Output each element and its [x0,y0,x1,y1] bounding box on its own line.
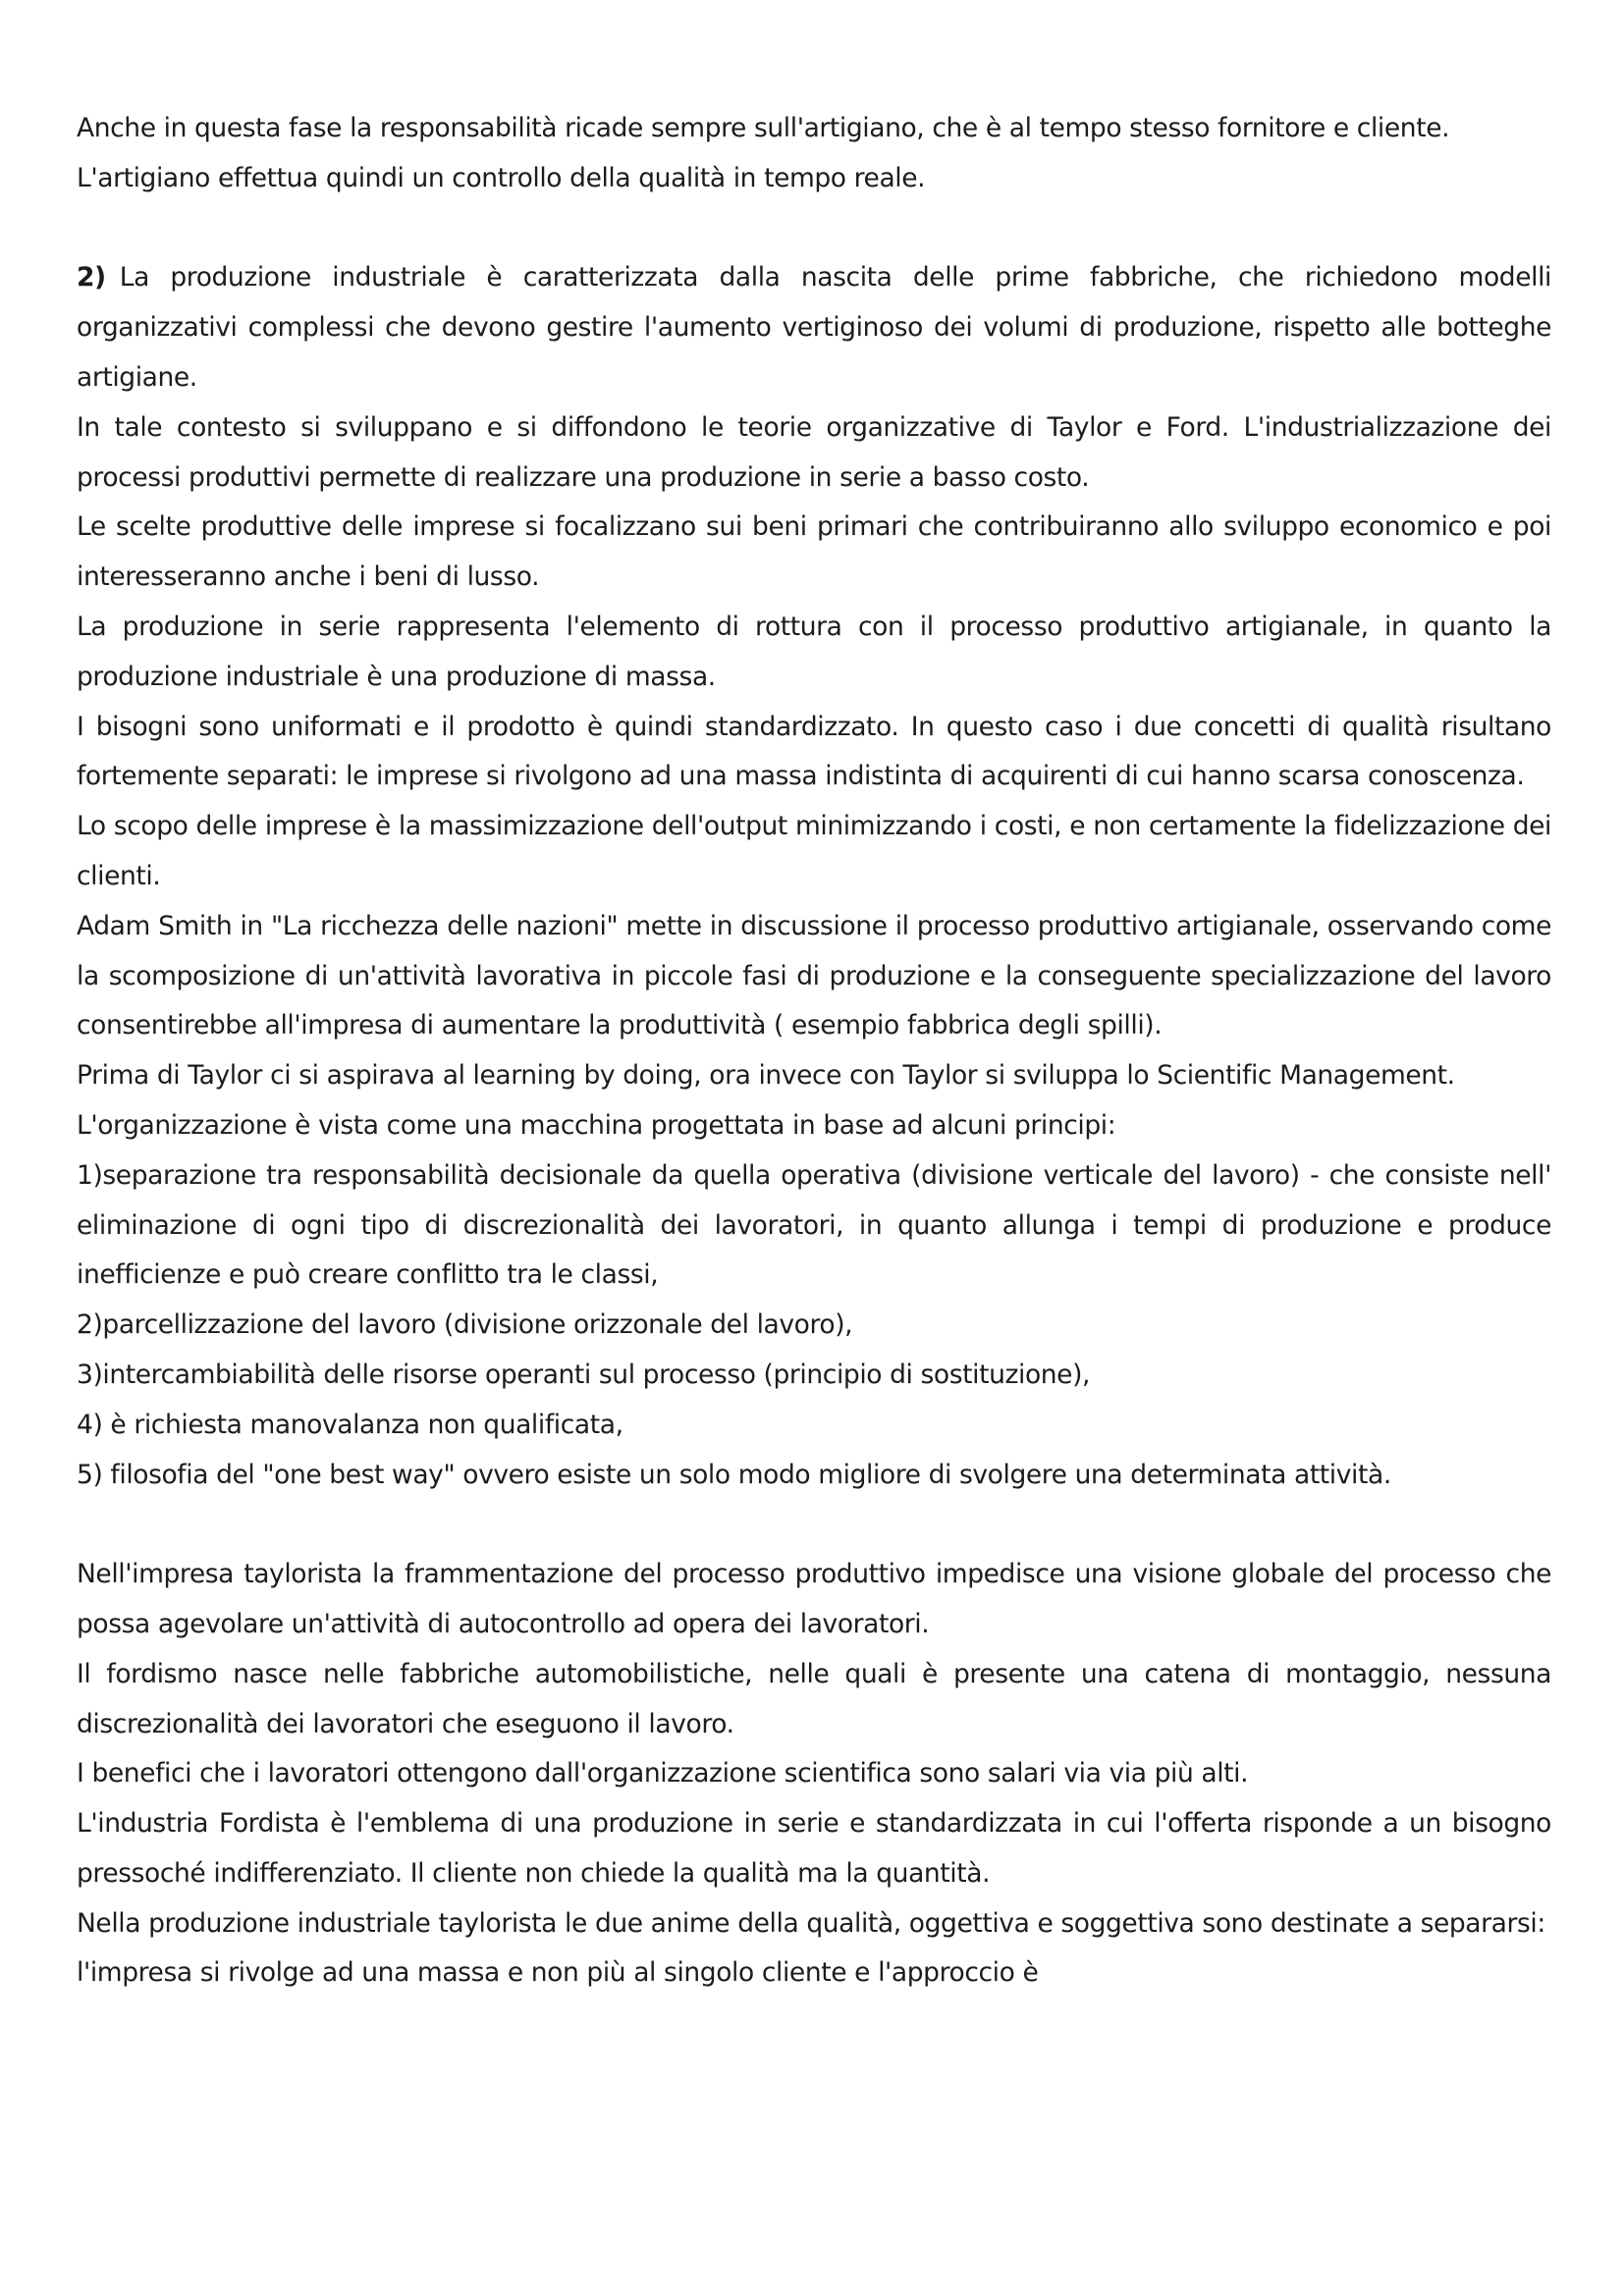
paragraph-text: La produzione in serie rappresenta l'elemento di rottura con il processo produttivo artigianale, in quanto la produzione industriale è una produzione di massa. [77,611,1551,692]
paragraph [77,1799,1551,1899]
paragraph-text: I benefici che i lavoratori ottengono dall'organizzazione scientifica sono salari via via più alti. [77,1758,1249,1789]
paragraph [77,1550,1551,1650]
paragraph-spacer [77,1500,1551,1550]
section-number: 2) [77,262,106,294]
paragraph [77,1650,1551,1750]
paragraph [77,154,1551,204]
paragraph [77,1401,1551,1451]
document-page [77,104,1551,1999]
paragraph [77,1301,1551,1351]
paragraph [77,403,1551,504]
paragraph-text: Adam Smith in "La ricchezza delle nazioni" mette in discussione il processo produttivo artigianale, osservando come la scomposizione di un'attività lavorativa in piccole fasi di produzione e la conseguente specializzazione del lavoro consentirebbe all'impresa di aumentare la produttività ( esempio fabbrica degli spilli). [77,910,1551,1041]
paragraph-text: 5) filosofia del "one best way" ovvero esiste un solo modo migliore di svolgere una determinata attività. [77,1459,1391,1490]
paragraph [77,1151,1551,1301]
paragraph-text: 3)intercambiabilità delle risorse operanti sul processo (principio di sostituzione), [77,1359,1091,1390]
paragraph-text: Prima di Taylor ci si aspirava al learning by doing, ora invece con Taylor si sviluppa lo Scientific Management. [77,1060,1455,1092]
paragraph-text: I bisogni sono uniformati e il prodotto è quindi standardizzato. In questo caso i due concetti di qualità risultano fortemente separati: le imprese si rivolgono ad una massa indistinta di acquirenti di cui hanno scarsa conoscenza. [77,711,1551,792]
paragraph-text: L'industria Fordista è l'emblema di una produzione in serie e standardizzata in cui l'offerta risponde a un bisogno pressoché indifferenziato. Il cliente non chiede la qualità ma la quantità. [77,1808,1551,1889]
paragraph-text: Nell'impresa taylorista la frammentazione del processo produttivo impedisce una visione globale del processo che possa agevolare un'attività di autocontrollo ad opera dei lavoratori. [77,1559,1551,1639]
paragraph [77,1899,1551,2000]
paragraph-text: In tale contesto si sviluppano e si diffondono le teorie organizzative di Taylor e Ford. L'industrializzazione dei processi produttivi permette di realizzare una produzione in serie a basso costo. [77,411,1551,493]
paragraph [77,802,1551,902]
paragraph [77,503,1551,603]
paragraph-text: Anche in questa fase la responsabilità ricade sempre sull'artigiano, che è al tempo stesso fornitore e cliente. [77,113,1450,143]
paragraph [77,1051,1551,1101]
paragraph-text: Il fordismo nasce nelle fabbriche automobilistiche, nelle quali è presente una catena di montaggio, nessuna discrezionalità dei lavoratori che eseguono il lavoro. [77,1658,1551,1739]
paragraph [77,1101,1551,1151]
paragraph-text: L'organizzazione è vista come una macchina progettata in base ad alcuni principi: [77,1109,1116,1141]
paragraph-text: 2)parcellizzazione del lavoro (divisione orizzonale del lavoro), [77,1309,853,1341]
paragraph-text: 4) è richiesta manovalanza non qualificata, [77,1409,623,1440]
paragraph [77,902,1551,1051]
paragraph-text: La produzione industriale è caratterizzata dalla nascita delle prime fabbriche, che richiedono modelli organizzativi complessi che devono gestire l'aumento vertiginoso dei volumi di produzione, rispetto alle botteghe artigiane. [77,262,1551,393]
paragraph-spacer [77,204,1551,254]
paragraph [77,703,1551,803]
paragraph-text: Le scelte produttive delle imprese si focalizzano sui beni primari che contribuiranno allo sviluppo economico e poi interesseranno anche i beni di lusso. [77,511,1551,593]
paragraph [77,1451,1551,1501]
paragraph [77,1351,1551,1401]
paragraph-text: Nella produzione industriale taylorista le due anime della qualità, oggettiva e soggettiva sono destinate a separarsi: l'impresa si rivolge ad una massa e non più al singolo cliente e l'approccio è [77,1907,1545,1989]
paragraph-text: Lo scopo delle imprese è la massimizzazione dell'output minimizzando i costi, e non certamente la fidelizzazione dei clienti. [77,811,1551,891]
paragraph [77,104,1551,154]
numbered-paragraph [77,253,1551,402]
paragraph-text: L'artigiano effettua quindi un controllo della qualità in tempo reale. [77,162,926,193]
paragraph [77,1749,1551,1799]
paragraph-text: 1)separazione tra responsabilità decisionale da quella operativa (divisione verticale del lavoro) - che consiste nell' eliminazione di ogni tipo di discrezionalità dei lavoratori, in quanto allunga i tempi di produzione e produce inefficienze e può creare conflitto tra le classi, [77,1159,1551,1291]
paragraph [77,603,1551,703]
